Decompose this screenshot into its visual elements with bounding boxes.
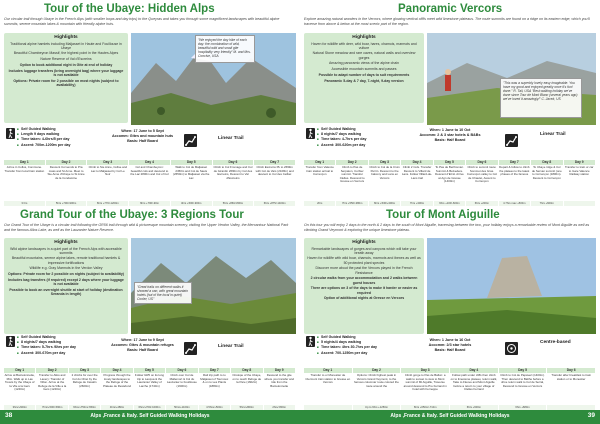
day-description: Options: Climb highest peak in Vercors Grand Veymont, to the famous columnar route colored the route around the — [354, 373, 399, 388]
when-line: Accomm: Gites and mountain huts — [111, 134, 174, 138]
itinerary-days — [4, 160, 296, 206]
highlights-box — [304, 33, 424, 123]
itinerary-day — [166, 368, 198, 410]
highlight-item: Option to book additional night in Gite at end of holiday — [19, 62, 113, 67]
walker-icon — [6, 336, 15, 347]
day-heading: Day 3 — [87, 160, 128, 165]
day-stats: 6hrs +200m — [466, 201, 497, 206]
day-stats: 6hrs/+700/-1000m — [134, 405, 165, 410]
when-line: Basis: Half Board — [434, 138, 466, 142]
itinerary-day — [401, 368, 450, 410]
day-stats: 7hrs +600m — [531, 201, 562, 206]
day-stats: 6hrs +530/+300m — [369, 201, 400, 206]
tour-when-box — [95, 129, 190, 144]
stat-item: ■ Self Guided Walking — [317, 335, 377, 340]
day-heading: Day 1 — [4, 368, 35, 373]
stat-item: ■ Time taken: 5-7hrs /6hrs per day — [17, 345, 76, 350]
itinerary-days — [304, 368, 596, 410]
when-line: When: 1 June to 10 Oct — [429, 128, 471, 132]
when-line: Accomm: 2 & 3 star hotels & B&Bs — [419, 133, 481, 137]
highlights-list — [7, 42, 125, 88]
linear-trail-icon — [184, 342, 197, 355]
highlights-list — [307, 42, 421, 83]
stat-item: ■ Time taken: 4-6hrs/5 per day — [17, 137, 71, 142]
highlight-item: Possible to adapt number of days to suit requirements — [318, 72, 410, 77]
tour-when-box — [400, 128, 500, 143]
day-stats: 6hrs +600m — [450, 405, 498, 410]
day-stats: 4hrs +500/-900m — [171, 201, 212, 206]
highlights-list — [307, 247, 421, 301]
trail-type-label: Linear Trail — [218, 136, 244, 141]
highlight-item: Includes bag transfers (if required) except 2 days where your luggage is not available — [8, 277, 124, 287]
tour-title-grand-tour-ubaye: Grand Tour of the Ubaye: 3 Regions Tour — [20, 209, 244, 221]
day-heading: Day 4 — [129, 160, 170, 165]
day-description: Transfer to train or car to Gare Valence Railway station — [564, 165, 594, 176]
day-stats: 6hrs +100/-600m — [434, 201, 465, 206]
when-line: When: 17 June to 9 Sept — [121, 338, 164, 342]
itinerary-day — [36, 368, 68, 410]
itinerary-day — [450, 368, 499, 410]
day-heading: Day 9 — [264, 368, 295, 373]
when-line: Basis: Half Board — [127, 139, 158, 143]
day-heading: Day 5 — [434, 160, 465, 165]
itinerary-days — [304, 160, 596, 206]
day-stats: Up to 6hrs +1250m — [353, 405, 401, 410]
day-description: Progress through the lovely landscapes to the Refuge of the Plateau de Restefond — [103, 373, 131, 388]
stat-item: ■ 5 nights/4 days walking — [317, 340, 377, 345]
stat-item: ■ Ascent: 300-620m per day — [317, 143, 366, 148]
highlight-item: Nature Reserve of Val d'Escreins — [40, 57, 92, 62]
tour-title-ubaye-hidden-alps: Tour of the Ubaye: Hidden Alps — [44, 3, 215, 15]
stat-item: ■ 8 nights/7 days walking — [317, 132, 366, 137]
itinerary-day — [547, 368, 596, 410]
day-heading: Day 5 — [134, 368, 165, 373]
highlight-item: There are options on 3 of the days to make it harder or easier as required — [310, 286, 418, 295]
stat-item: ■ Time taken: 4hrs 30-7hrs per day — [317, 345, 377, 350]
day-description: Climb to Col Fromage and Col de Girardin 2690m by Col des Escreins, Descent to Val d'Escreins — [213, 165, 253, 180]
highlights-heading: Highlights — [54, 240, 78, 245]
highlight-item: Options: Private room for 2 possible on nights (subject to availability) — [8, 272, 124, 277]
day-stats: 3hrs/+600m — [4, 405, 35, 410]
itinerary-day — [69, 368, 101, 410]
day-description: Climb to Col de Papavert (1400m). Then descend to Balthe before a drive return walk to Col de Serral, Descend to Gresse en Vercors — [500, 373, 545, 388]
day-description: Climb to Col de la Croix Perrin. Descent to the balcony and Lans en Vercors — [369, 165, 400, 180]
itinerary-day — [499, 368, 548, 410]
day-heading: Day 8 — [531, 160, 562, 165]
day-heading: Day 3 — [401, 368, 449, 373]
when-line: Accomm: Gites & mountain refuges — [111, 343, 174, 347]
centre-based-icon — [505, 342, 518, 355]
itinerary-day — [213, 160, 255, 206]
day-heading: Day 6 — [213, 160, 254, 165]
itinerary-day — [4, 160, 46, 206]
day-description: Climb over Col de Mallemort & Col du Lauzanier to Fouillouse (1900m) — [166, 373, 197, 388]
day-description: Transfer to Allos and Lavery: Transfer of Villon. Arrive at the Refuge de la Ville a la Gers (1240m) — [38, 373, 67, 391]
stat-item: ■ Length 9 days walking — [17, 132, 71, 137]
highlight-item: Includes luggage transfers (bring overnight bag) where your luggage is not available — [8, 68, 124, 77]
stat-item: ■ 8 nights/7 days walking — [17, 340, 76, 345]
tour-when-box — [400, 338, 500, 353]
day-stats: 6hrs +770/-1200m — [87, 201, 128, 206]
itinerary-day — [87, 160, 129, 206]
day-description: Climb to summit route: Sommet des Gras. Corrençon valley to Col de Chaulet, Ascent to Corrençon — [466, 165, 497, 183]
day-heading: Day 6 — [547, 368, 595, 373]
highlight-item: Discover more about the past the Vercors played in the French Resistance — [315, 266, 413, 275]
day-description: To Pas de Berthomier. Summit & Belvedere. Descent d'ECH. Arrive at Agn de Gresse (1400m) — [435, 165, 464, 183]
highlight-item: Options: Private room for 2 possible on most nights (subject to availability) — [13, 78, 119, 87]
highlight-item: Possible to book an overnight shuttle at start of holiday (destination Seranda in length) — [9, 287, 123, 297]
itinerary-day — [254, 160, 296, 206]
day-stats: 6hrs +790/-90m — [129, 201, 170, 206]
day-stats: 7hrs/+500/-590m — [36, 405, 67, 410]
day-description: Col and Chambeyron: beautiful cols and descend to the Lac 2800m and Col of Col — [130, 165, 169, 176]
when-line: When: 1 June to 16 Oct — [429, 338, 471, 342]
highlight-item: Accessible mountain summits and passes — [331, 67, 397, 72]
mont-aiguille-photo — [427, 238, 596, 334]
highlights-heading: Highlights — [352, 35, 376, 40]
highlight-item: Option of additional nights at Gresse en Vercors — [323, 296, 405, 301]
itinerary-day — [434, 160, 466, 206]
trail-type-label: Linear Trail — [540, 132, 566, 137]
stat-item: ■ Self Guided Walking — [17, 335, 76, 340]
day-heading: Day 7 — [499, 160, 530, 165]
stat-item: ■ Ascent: 700-1250m per day — [317, 351, 377, 356]
day-description: Follow GR5 on its long trip to Lacqua & the Lauzanier Valley of Larche (1740m) — [134, 373, 165, 388]
day-stats: 7hrs +300m — [401, 201, 432, 206]
day-heading: Day 9 — [564, 160, 595, 165]
page-number: 39 — [587, 412, 595, 419]
day-description: Depart & follow to climb the plateau to the latest phases of the famous — [499, 165, 530, 176]
tour-intro: On this tour you will enjoy 2 days to the north & 2 days to the south of Mont Aiguille, traversing between the two, your holiday enjoys a remarkable review of Mont Aiguille as well as climbing Grand Veymont & exploring the unique limestone plateau. — [304, 223, 590, 232]
highlights-heading: Highlights — [352, 240, 376, 245]
day-heading: Day 1 — [4, 160, 45, 165]
day-heading: Day 5 — [499, 368, 547, 373]
day-heading: Day 4 — [401, 160, 432, 165]
highlight-item: Wild alpine landscapes in a quiet part of the French Alps with accessible summits — [10, 246, 122, 255]
day-stats: 7hrs +550/-380m — [336, 201, 367, 206]
day-heading: Day 6 — [166, 368, 197, 373]
itinerary-day — [231, 368, 263, 410]
highlight-item: Remarkable landscapes of gorges and canyons which will take your breath away — [311, 246, 417, 255]
when-line: Basis: Half Board — [127, 348, 158, 352]
page-footer — [0, 410, 300, 424]
day-description: Arrive at Barcelonnette, Mim. Walk up to Las Tovets by the Ubaye of la Vile a la Gers (1240m) — [4, 373, 35, 391]
day-stats: 4.7hrs max +500m — [499, 201, 530, 206]
day-stats: 4.5hrs/+500m — [199, 405, 230, 410]
day-description: Rail trip path to to Maljasset of Tournoux & on to Les Plants (1880m) — [200, 373, 229, 388]
day-description: Climb to Pas de Serpaton, Corbier summit. Transfer Clelles. Descend to Gresse en Vercors — [339, 165, 365, 183]
day-stats: 6hrs +875/-1400m — [254, 201, 295, 206]
tour-when-box — [95, 338, 190, 353]
day-description: Climb gorge to Pas de Ballon: a walk to sunset to view to Mont summit of Mt Aiguille, Traverse around descend to Pre Ferrand in hotel with Ferneppe — [403, 373, 447, 391]
walker-icon — [6, 128, 15, 139]
tour-stats — [17, 127, 71, 148]
tour-title-panoramic-vercors: Panoramic Vercors — [398, 3, 503, 15]
right-page — [300, 0, 600, 424]
day-heading: Day 2 — [336, 160, 367, 165]
itinerary-day — [129, 160, 171, 206]
day-heading: Day 1 — [304, 368, 352, 373]
highlights-box — [304, 238, 424, 334]
itinerary-day — [4, 368, 36, 410]
day-heading: Day 7 — [254, 160, 295, 165]
page-footer — [300, 410, 600, 424]
linear-trail-icon — [184, 134, 197, 147]
day-description: Transfer to or Monestier de Clermont train station to Gresse en Vercors — [305, 373, 351, 384]
day-heading: Day 2 — [46, 160, 87, 165]
highlights-list — [7, 247, 125, 297]
day-heading: Day 7 — [199, 368, 230, 373]
itinerary-day — [304, 368, 353, 410]
day-stats: 4hrs/+480m — [101, 405, 132, 410]
highlight-item: 2 circular walks from your accommodation and 2 walks between guest houses — [310, 276, 418, 285]
day-heading: Day 8 — [231, 368, 262, 373]
day-stats: 6hrs/+750m/-650m — [69, 405, 100, 410]
trail-type-label: Centre-based — [540, 340, 571, 345]
highlight-item: Beautiful mountains, serene alpine lakes, remote traditional hamlets & impressive fortifications — [11, 256, 121, 265]
highlight-item: Wildlife e.g. Gray Marmots in the Verdon Valley — [29, 266, 103, 271]
testimonial-quote: "Great trails on different walks it showed a can, with great mountain hotels (hut of the local in quiet) Cooler, US" — [134, 282, 192, 304]
testimonial-quote: "We enjoyed the day hike of each day: the combination of wild, beautiful wild and small gite hospitality very friendly" M. and Mrs. Concise, USA — [195, 35, 255, 63]
stat-item: ■ Self Guided Walking — [317, 127, 366, 132]
itinerary-day — [304, 160, 336, 206]
when-line: Accomm: 2/3 star hotels — [428, 343, 472, 347]
itinerary-days — [4, 368, 296, 410]
day-description: Transfer after breakfast to train station or to Monestier — [551, 373, 591, 381]
day-description: Climb 2 Cols. Transfer Descent to Villard de Lans. Follow Villard-de-Lans trail — [401, 165, 433, 180]
highlight-item: Haven for wildlife with wild boar, chamois, marmots and ibexes as well as 50 protected plant species — [307, 256, 421, 265]
day-heading: Day 1 — [304, 160, 335, 165]
testimonial-quote: "This was a superbly lovely easy imaginable. You have my good and enjoyed greatly once it's fun! done." R. Tall, USA "Best walking holiday we've done since Tour de Mont Blanc (several years ago) we've loved it amazingly!" C. Jacek, US — [500, 78, 582, 118]
day-description: Climb Escreins Pk to 2699m with Col de Vars (2108m) and descent to Col des Ceillac — [255, 165, 294, 176]
highlights-box — [4, 33, 128, 123]
trail-type-label: Linear Trail — [218, 344, 244, 349]
footer-text: Alps ,France & Italy. Self Guided Walking Holidays — [90, 413, 210, 419]
day-description: Follow path under cliffs then climb on to limestone plateau, return walk, Take to Fleuve and Mont Aiguille before a return to your village of Clelles Ferrand — [450, 373, 498, 391]
stat-item: ■ Self Guided Walking — [17, 127, 71, 132]
highlight-item: Traditional alpine hamlets including Maljasset in Haute and Fouillouse in Ubaye — [10, 41, 122, 50]
itinerary-day — [171, 160, 213, 206]
day-stats — [564, 201, 595, 206]
day-heading: Day 2 — [353, 368, 401, 373]
itinerary-day — [401, 160, 433, 206]
day-heading: Day 2 — [36, 368, 67, 373]
day-heading: Day 6 — [466, 160, 497, 165]
itinerary-day — [369, 160, 401, 206]
day-stats: 2hrs — [304, 201, 335, 206]
day-stats: 5hrs +700/-900m — [46, 201, 87, 206]
day-description: Descent Col sends to Pra mass and St Anne. Meet to Ste Anne d'Ubaye to St Anne de la Condamine — [47, 165, 85, 180]
highlight-item: Panoramic 5-day & 7 day, 7-night, 9-day version — [324, 78, 404, 83]
day-description: To Ubaye ridge & Col de Servan summit (one to Corrençon (1800m). Descent to Corrençon — [531, 165, 562, 180]
when-line: Basis: Half Board — [434, 348, 466, 352]
tour-intro: Our circular trail through Ubaye in the French Alps (with smaller loops and day trips) to the Queyras and takes you through some magnificent landscapes with beautiful alpine summits, serene mountain lakes & mountain with friendly alpine huts. — [4, 17, 280, 26]
highlight-item: Amazing panoramic views of the alpine chain — [328, 61, 400, 66]
day-description: Walk to Col de Maljasset 2450m and Col de Sauis (2650m) to Maljasset via the Lac — [173, 165, 210, 180]
day-stats: 5hrs/+800m — [231, 405, 262, 410]
day-stats: 5hrs +860/-800m — [213, 201, 254, 206]
highlight-item: Beautiful Chambeyron Massif, the highest point in the Hautes Alpes — [13, 51, 119, 56]
day-heading: Day 4 — [101, 368, 132, 373]
itinerary-day — [353, 368, 402, 410]
stat-item: ■ Time taken: 4-7hrs per day — [317, 137, 366, 142]
day-stats: 6hrs +680m — [499, 405, 547, 410]
highlight-item: Haven for wildlife with deer, wild boar, hares, chamois, marmots and vulture — [311, 41, 417, 50]
tour-intro: Our Grand Tour of the Ubaye is a circular trail following the GR56 trail through wild & picturesque mountain scenery, visiting the Upper Verdon Valley, the Mercantour National Park and the famous Allos Lake, as well as the Lauzanier Nature Reserve. — [4, 223, 289, 232]
itinerary-day — [101, 368, 133, 410]
stat-item: ■ Ascent: 300-670m per day — [17, 351, 76, 356]
itinerary-day — [264, 368, 296, 410]
footer-text: Alps ,France & Italy. Self Guided Walking Holidays — [390, 413, 510, 419]
tour-stats — [317, 127, 366, 148]
itinerary-day — [466, 160, 498, 206]
linear-trail-icon — [505, 134, 518, 147]
day-stats: 2hrs/-800m — [264, 405, 295, 410]
highlights-box — [4, 238, 128, 334]
when-line: When: 17 June to 5 Sept — [121, 129, 164, 133]
itinerary-day — [134, 368, 166, 410]
itinerary-day — [336, 160, 368, 206]
day-description: Transfer from Valence train station arrival to Corrençon — [305, 165, 334, 176]
itinerary-day — [531, 160, 563, 206]
tour-stats — [317, 335, 377, 356]
itinerary-day — [199, 368, 231, 410]
day-stats: 3 hrs — [4, 201, 45, 206]
day-description: Descend to the gite where you transfer and ride from the Barcelonnette — [264, 373, 294, 388]
highlight-item: Natural Stone meadow and rare caves, natural walls and overview gorges — [312, 51, 416, 60]
day-heading: Day 3 — [369, 160, 400, 165]
itinerary-day — [564, 160, 596, 206]
walker-icon — [306, 336, 315, 347]
day-description: Climb to Ste Anne, Collse and Lac to Maljasset by Col Le Noir — [88, 165, 127, 176]
day-heading: Day 5 — [171, 160, 212, 165]
day-description: Onslope of the Ubaye, on to reach Refuge de la Pare (1602m) — [232, 373, 262, 384]
day-heading: Day 3 — [69, 368, 100, 373]
stat-item: ■ Ascent: 700m-1200m per day — [17, 143, 71, 148]
highlights-heading: Highlights — [54, 35, 78, 40]
day-description: Arrive in Collus, Commune. Transfer from local train station — [4, 165, 45, 173]
itinerary-day — [499, 160, 531, 206]
tour-stats — [17, 335, 76, 356]
tour-title-mont-aiguille: Tour of Mont Aiguille — [386, 209, 500, 221]
page-number: 38 — [5, 412, 13, 419]
day-description: 2 climbs for over the Col du Chiet by the Refuge de Cavalin (2600m) — [71, 373, 98, 388]
day-heading: Day 4 — [450, 368, 498, 373]
day-stats: 6hrs +650m/-710m — [401, 405, 449, 410]
itinerary-day — [46, 160, 88, 206]
tour-intro: Explore amazing natural wonders in the Vercors, where glowing vertical cliffs meet wild limestone plateaus. The route summits are found on a ridge on its eastern edge, which you'll traverse from above & below at the most scenic part of the region. — [304, 17, 590, 26]
walker-icon — [306, 128, 315, 139]
day-stats: 5hrs/+1100m — [166, 405, 197, 410]
